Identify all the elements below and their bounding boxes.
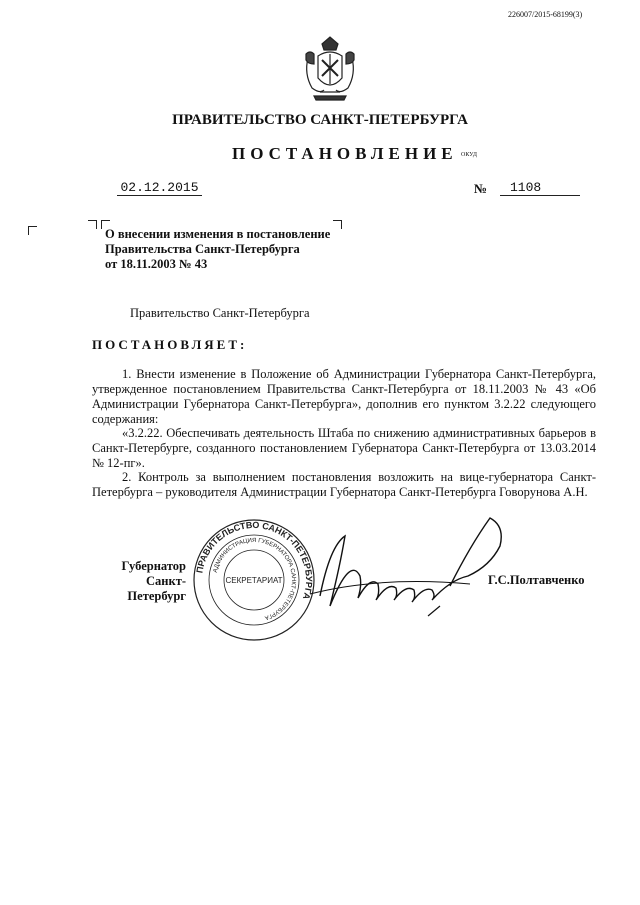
svg-text:ПРАВИТЕЛЬСТВО САНКТ-ПЕТЕРБУРГА xyxy=(194,520,314,601)
paragraph-2: «3.2.22. Обеспечивать деятельность Штаба по снижению административных барьеров в Санкт-Петербурге, созданного постановлением Губернатора Санкт-Петербурга от 13.03.2014 № 12-пг». xyxy=(92,426,596,470)
okud-label: ОКУД xyxy=(461,152,477,158)
seal-center-text: СЕКРЕТАРИАТ xyxy=(225,576,283,585)
paragraph-3: 2. Контроль за выполнением постановления возложить на вице-губернатора Санкт-Петербурга – руководителя Администрации Губернатора Санкт-Петербурга Говорунова А.Н. xyxy=(92,470,596,499)
document-date: 02.12.2015 xyxy=(117,180,202,196)
signatory-name: Г.С.Полтавченко xyxy=(488,573,585,587)
official-seal xyxy=(192,518,316,642)
issuer: Правительство Санкт-Петербурга xyxy=(130,306,310,320)
number-sign: № xyxy=(474,181,488,196)
document-number: 1108 xyxy=(500,180,580,196)
document-type: ПОСТАНОВЛЕНИЕ xyxy=(232,144,458,163)
subject-line: Правительства Санкт-Петербурга xyxy=(105,242,300,256)
document-id: 226007/2015-68199(3) xyxy=(508,10,583,19)
document-subject xyxy=(105,227,330,272)
signatory-title: Губернатор Санкт-Петербург xyxy=(121,559,186,603)
corner-mark xyxy=(28,226,37,235)
decrees-heading: ПОСТАНОВЛЯЕТ: xyxy=(92,337,248,352)
handwritten-signature xyxy=(300,506,520,636)
subject-line: О внесении изменения в постановление xyxy=(105,227,331,241)
paragraph-1: 1. Внести изменение в Положение об Администрации Губернатора Санкт-Петербурга, утвержденное постановлением Правительства Санкт-Петербурга от 18.11.2003 № 43 «Об Администрации Губернатора Санкт-Петербурга», дополнив его пунктом 3.2.22 следующего содержания: xyxy=(92,367,596,426)
subject-line: от 18.11.2003 № 43 xyxy=(105,257,208,271)
seal-outer-text: ПРАВИТЕЛЬСТВО САНКТ-ПЕТЕРБУРГА xyxy=(194,519,315,601)
corner-mark xyxy=(88,220,97,229)
coat-of-arms-icon xyxy=(300,34,360,104)
seal-inner-text: АДМИНИСТРАЦИЯ ГУБЕРНАТОРА САНКТ-ПЕТЕРБУРГА xyxy=(212,537,297,621)
government-name: ПРАВИТЕЛЬСТВО САНКТ-ПЕТЕРБУРГА xyxy=(172,112,468,128)
corner-mark xyxy=(333,220,342,229)
